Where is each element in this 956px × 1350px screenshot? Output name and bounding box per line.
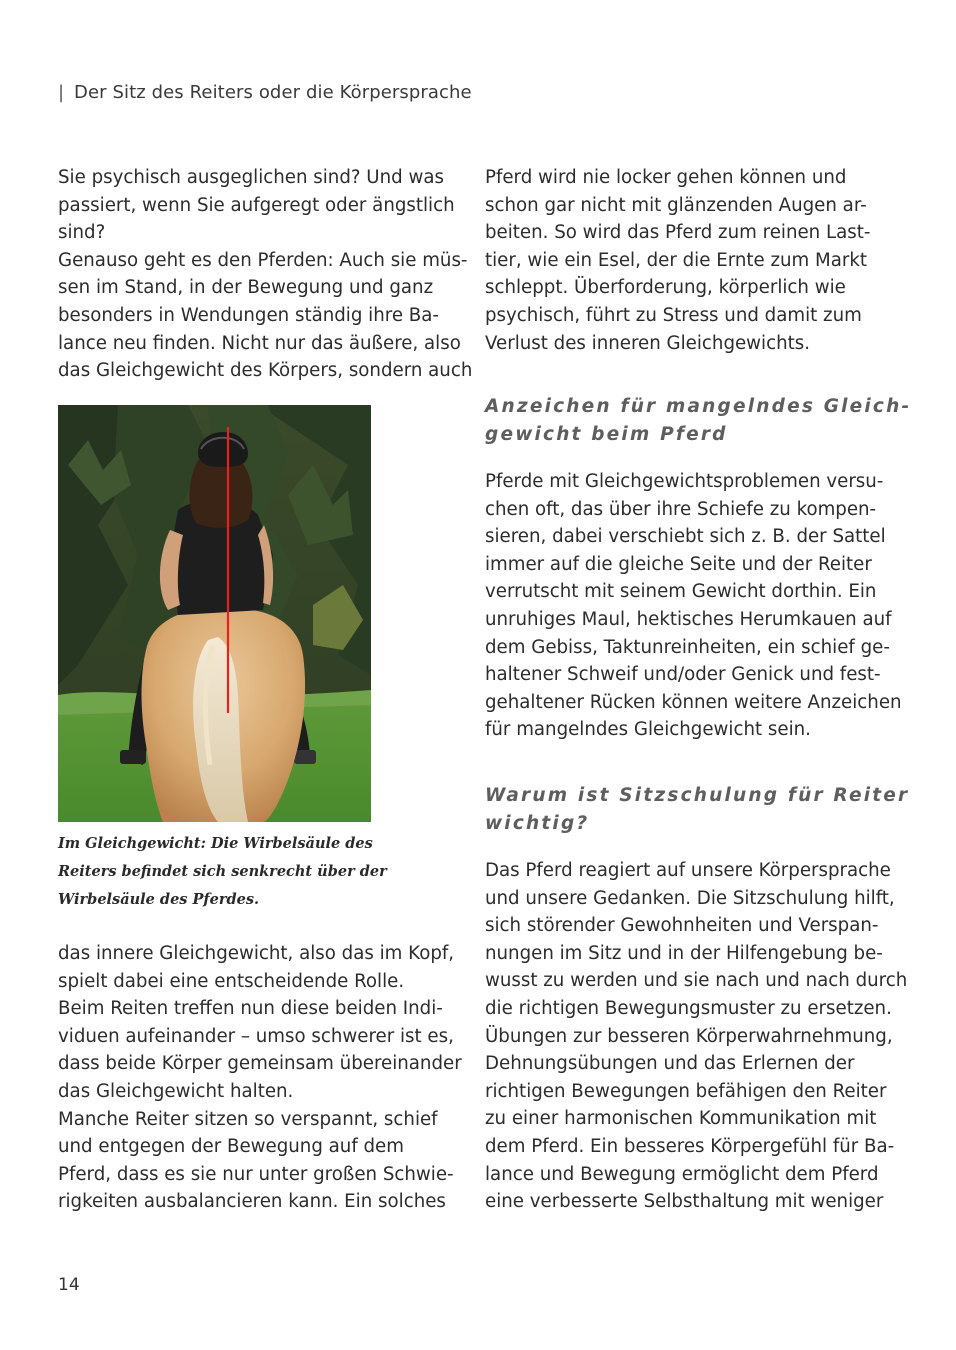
- text-line: verrutscht mit seinem Gewicht dorthin. Ein: [485, 581, 877, 603]
- text-line: Pferd wird nie locker gehen können und: [485, 167, 847, 188]
- text-line: unruhiges Maul, hektisches Herumkauen auf: [485, 608, 892, 630]
- right-column-text-b: [485, 468, 902, 744]
- heading-line: gewicht beim Pferd: [485, 424, 728, 445]
- text-line: Dehnungsübungen und das Erlernen der: [485, 1053, 855, 1075]
- page-number: 14: [58, 1275, 80, 1295]
- text-line: schon gar nicht mit glänzenden Augen ar-: [485, 194, 867, 216]
- text-line: dem Pferd. Ein besseres Körpergefühl für Ba-: [485, 1135, 895, 1157]
- text-line: das innere Gleichgewicht, also das im Kopf,: [58, 943, 455, 964]
- section-heading-balance-signs: [485, 393, 912, 449]
- heading-line: Warum ist Sitzschulung für Reiter: [485, 785, 910, 806]
- caption-line: Wirbelsäule des Pferdes.: [58, 891, 260, 908]
- heading-line: wichtig?: [485, 813, 590, 834]
- text-line: beiten. So wird das Pferd zum reinen Last-: [485, 222, 871, 244]
- text-line: Manche Reiter sitzen so verspannt, schief: [58, 1108, 438, 1130]
- text-line: passiert, wenn Sie aufgeregt oder ängstlich: [58, 194, 455, 216]
- text-line: lance und Bewegung ermöglicht dem Pferd: [485, 1163, 879, 1185]
- running-header: [58, 82, 472, 103]
- text-line: gehaltener Rücken können weitere Anzeichen: [485, 691, 902, 713]
- text-line: wusst zu werden und sie nach und nach durch: [485, 970, 908, 992]
- text-line: tier, wie ein Esel, der die Ernte zum Markt: [485, 249, 868, 271]
- heading-line: Anzeichen für mangelndes Gleich-: [485, 396, 912, 417]
- right-column-text-a: [485, 164, 885, 357]
- text-line: nungen im Sitz und in der Hilfengebung be-: [485, 942, 883, 964]
- text-line: für mangelndes Gleichgewicht sein.: [485, 719, 811, 741]
- text-line: sen im Stand, in der Bewegung und ganz: [58, 277, 434, 299]
- text-line: Beim Reiten treffen nun diese beiden Indi-: [58, 998, 443, 1020]
- text-line: Pferd, dass es sie nur unter großen Schwie-: [58, 1163, 454, 1185]
- text-line: zu einer harmonischen Kommunikation mit: [485, 1108, 877, 1130]
- text-line: immer auf die gleiche Seite und der Reiter: [485, 553, 872, 575]
- text-line: viduen aufeinander – umso schwerer ist es,: [58, 1025, 454, 1047]
- text-line: Pferde mit Gleichgewichtsproblemen versu-: [485, 471, 884, 492]
- text-line: besonders in Wendungen ständig ihre Ba-: [58, 304, 439, 326]
- text-line: eine verbesserte Selbsthaltung mit weniger: [485, 1191, 884, 1213]
- header-title: Der Sitz des Reiters oder die Körpersprache: [74, 82, 472, 103]
- text-line: Das Pferd reagiert auf unsere Körpersprache: [485, 860, 891, 881]
- text-line: schleppt. Überforderung, körperlich wie: [485, 277, 846, 299]
- text-line: und entgegen der Bewegung auf dem: [58, 1136, 404, 1158]
- text-line: sind?: [58, 222, 106, 244]
- caption-line: Im Gleichgewicht: Die Wirbelsäule des: [58, 835, 373, 852]
- text-line: lance neu finden. Nicht nur das äußere, also: [58, 332, 461, 354]
- text-line: Genauso geht es den Pferden: Auch sie müs-: [58, 249, 468, 271]
- left-column-text-top: [58, 164, 473, 385]
- text-line: und unsere Gedanken. Die Sitzschulung hilft,: [485, 887, 895, 909]
- text-line: Übungen zur besseren Körperwahrnehmung,: [485, 1025, 893, 1047]
- text-line: dem Gebiss, Taktunreinheiten, ein schief ge-: [485, 636, 890, 658]
- text-line: die richtigen Bewegungsmuster zu ersetzen.: [485, 997, 892, 1019]
- text-line: dass beide Körper gemeinsam übereinander: [58, 1053, 462, 1075]
- text-line: spielt dabei eine entscheidende Rolle.: [58, 970, 405, 992]
- text-line: das Gleichgewicht des Körpers, sondern auch: [58, 360, 473, 382]
- text-line: Verlust des inneren Gleichgewichts.: [485, 332, 811, 354]
- text-line: richtigen Bewegungen befähigen den Reiter: [485, 1080, 887, 1102]
- text-line: haltener Schweif und/oder Genick und fest-: [485, 664, 881, 686]
- rider-on-horse-illustration: [58, 405, 371, 822]
- text-line: sich störender Gewohnheiten und Verspan-: [485, 915, 879, 937]
- rider-photo: [58, 405, 371, 822]
- text-line: psychisch, führt zu Stress und damit zum: [485, 304, 862, 326]
- text-line: das Gleichgewicht halten.: [58, 1080, 294, 1102]
- section-heading-seat-training: [485, 782, 910, 838]
- caption-line: Reiters befindet sich senkrecht über der: [58, 863, 387, 880]
- header-separator: |: [58, 82, 65, 103]
- left-column-text-bottom: [58, 940, 462, 1216]
- text-line: sieren, dabei verschiebt sich z. B. der Sattel: [485, 526, 886, 548]
- text-line: chen oft, das über ihre Schiefe zu kompen-: [485, 498, 877, 520]
- text-line: Sie psychisch ausgeglichen sind? Und was: [58, 167, 444, 188]
- text-line: rigkeiten ausbalancieren kann. Ein solches: [58, 1191, 446, 1213]
- right-column-text-c: [485, 857, 908, 1216]
- photo-caption: [58, 830, 438, 914]
